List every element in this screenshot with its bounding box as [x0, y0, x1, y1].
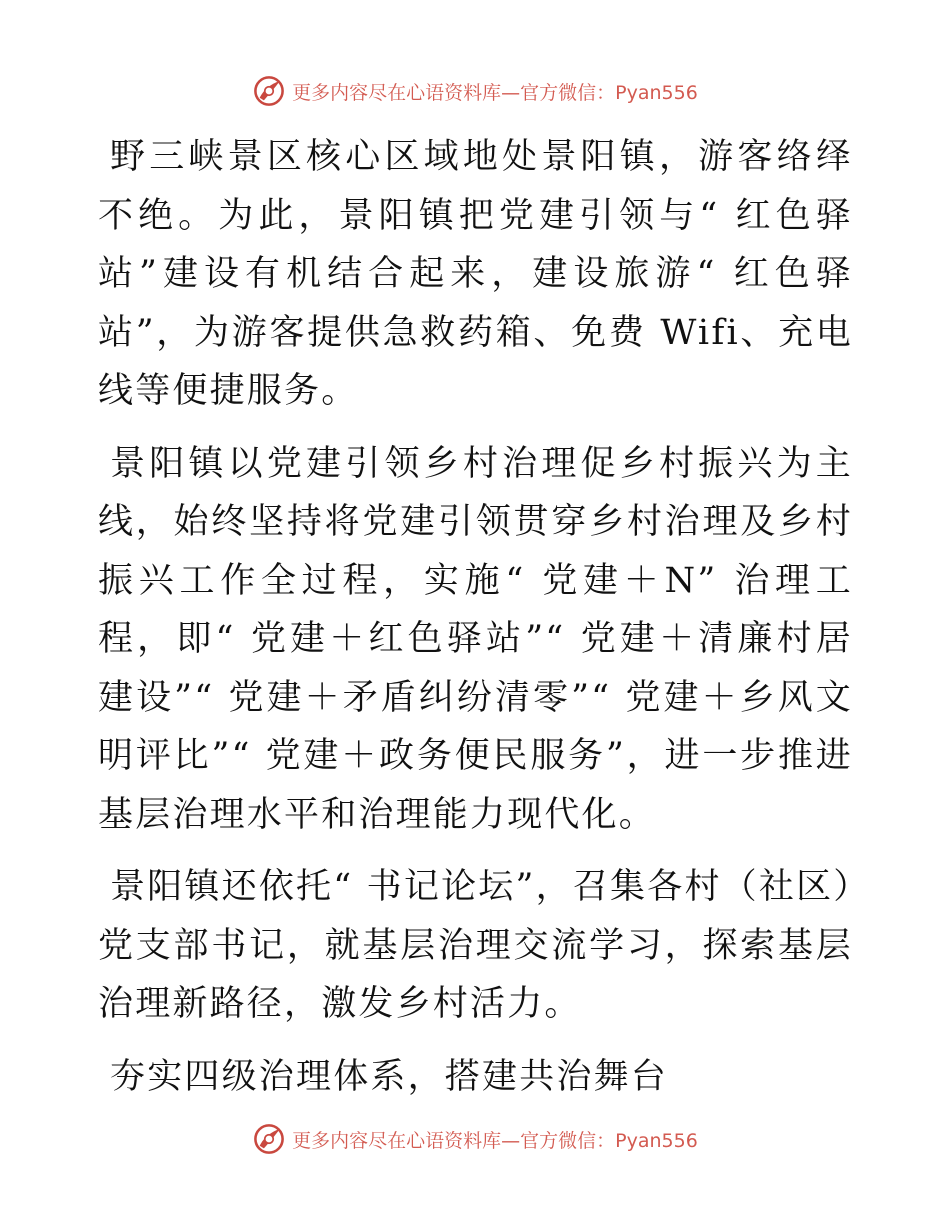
- watermark-logo-icon: [252, 74, 286, 108]
- footer-watermark: [0, 1122, 950, 1156]
- header-watermark: [0, 74, 950, 108]
- paragraph-3: 景阳镇还依托“ 书记论坛”，召集各村（社区）党支部书记，就基层治理交流学习，探索基层治理新路径，激发乡村活力。: [98, 867, 853, 1024]
- watermark-text: 更多内容尽在心语资料库—官方微信：Pyan556: [292, 1129, 698, 1152]
- watermark-text: 更多内容尽在心语资料库—官方微信：Pyan556: [292, 81, 698, 104]
- watermark-logo-icon: [252, 1122, 286, 1156]
- paragraph-2: 景阳镇以党建引领乡村治理促乡村振兴为主线，始终坚持将党建引领贯穿乡村治理及乡村振兴工作全过程，实施“ 党建＋N” 治理工程，即“ 党建＋红色驿站”“ 党建＋清廉村居建设”“ 党建＋矛盾纠纷清零”“ 党建＋乡风文明评比”“ 党建＋政务便民服务”，进一步推进基层治理水平和治理能力现代化。: [98, 443, 853, 835]
- document-body: [98, 128, 853, 1106]
- paragraph-1: 野三峡景区核心区域地处景阳镇，游客络绎不绝。为此，景阳镇把党建引领与“ 红色驿站”建设有机结合起来，建设旅游“ 红色驿站”，为游客提供急救药箱、免费 Wifi、充电线等便捷服务。: [98, 137, 853, 411]
- section-heading: 夯实四级治理体系，搭建共治舞台: [110, 1056, 669, 1097]
